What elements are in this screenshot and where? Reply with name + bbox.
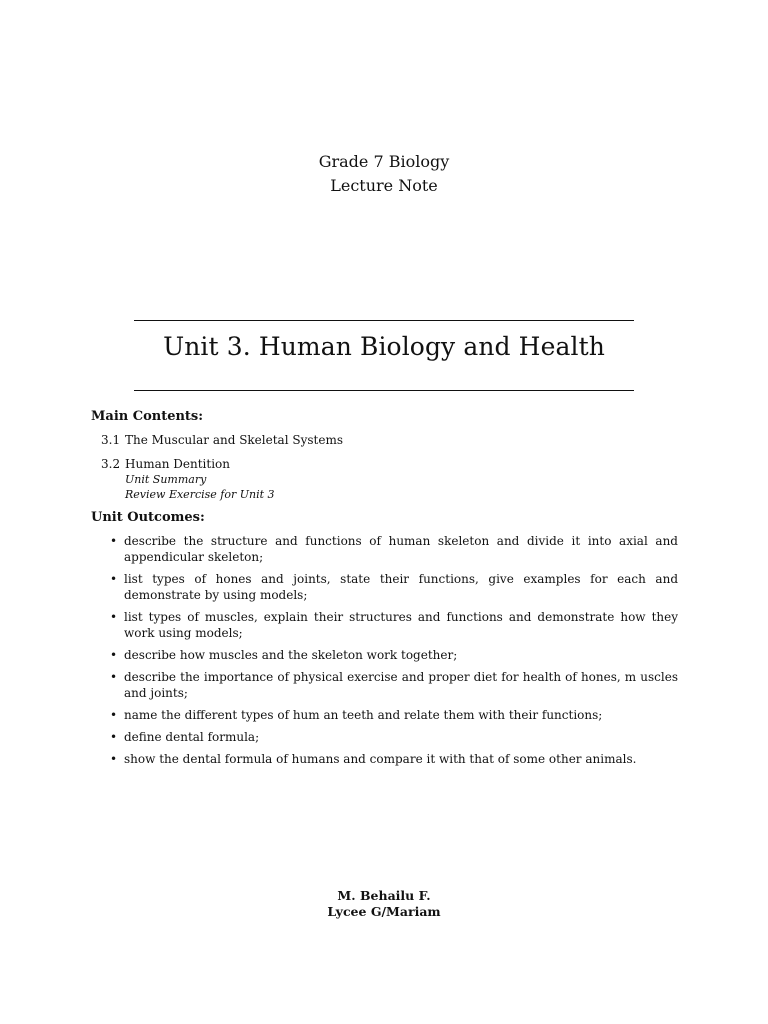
outcome-item xyxy=(108,707,678,723)
title-rule-top xyxy=(134,320,634,321)
outcome-text: list types of muscles, explain their structures and functions and demonstrate how they work using models; xyxy=(124,610,678,640)
document-footer xyxy=(0,888,768,920)
outcome-item xyxy=(108,609,678,641)
outcome-text: name the different types of hum an teeth and relate them with their functions; xyxy=(124,708,603,722)
title-rule-bottom xyxy=(134,390,634,391)
outcome-item xyxy=(108,647,678,663)
document-type: Lecture Note xyxy=(330,176,438,195)
course-title: Grade 7 Biology xyxy=(318,152,450,171)
outcome-text: list types of hones and joints, state their functions, give examples for each and demonstrate by using models; xyxy=(124,572,678,602)
bullet-icon: • xyxy=(110,708,118,722)
bullet-icon: • xyxy=(110,534,118,548)
contents-item-title: The Muscular and Skeletal Systems xyxy=(125,433,343,447)
bullet-icon: • xyxy=(110,648,118,662)
unit-summary-entry: Unit Summary xyxy=(125,473,207,486)
unit-outcomes-heading: Unit Outcomes: xyxy=(91,510,205,525)
outcome-item xyxy=(108,533,678,565)
outcome-text: describe how muscles and the skeleton work together; xyxy=(124,648,458,662)
outcome-text: show the dental formula of humans and compare it with that of some other animals. xyxy=(124,752,637,766)
bullet-icon: • xyxy=(110,670,118,684)
outcome-text: describe the importance of physical exercise and proper diet for health of hones, m uscles and joints; xyxy=(124,670,678,700)
review-exercise-entry: Review Exercise for Unit 3 xyxy=(125,488,275,501)
outcome-item xyxy=(108,729,678,745)
main-contents-heading: Main Contents: xyxy=(91,409,204,424)
contents-item-title: Human Dentition xyxy=(125,457,230,471)
bullet-icon: • xyxy=(110,610,118,624)
author-name: M. Behailu F. xyxy=(337,888,431,903)
outcome-text: describe the structure and functions of human skeleton and divide it into axial and appendicular skeleton; xyxy=(124,534,678,564)
bullet-icon: • xyxy=(110,572,118,586)
outcome-item xyxy=(108,669,678,701)
bullet-icon: • xyxy=(110,752,118,766)
main-contents-list xyxy=(101,432,343,510)
contents-item-number: 3.2 xyxy=(101,457,121,471)
school-name: Lycee G/Mariam xyxy=(327,904,441,919)
outcome-item xyxy=(108,751,678,767)
outcome-text: define dental formula; xyxy=(124,730,260,744)
outcome-item xyxy=(108,571,678,603)
contents-item xyxy=(101,432,343,448)
contents-item-number: 3.1 xyxy=(101,433,121,447)
bullet-icon: • xyxy=(110,730,118,744)
document-header xyxy=(0,150,768,198)
unit-outcomes-list xyxy=(108,533,678,773)
contents-item xyxy=(101,456,343,502)
unit-title: Unit 3. Human Biology and Health xyxy=(163,332,605,361)
